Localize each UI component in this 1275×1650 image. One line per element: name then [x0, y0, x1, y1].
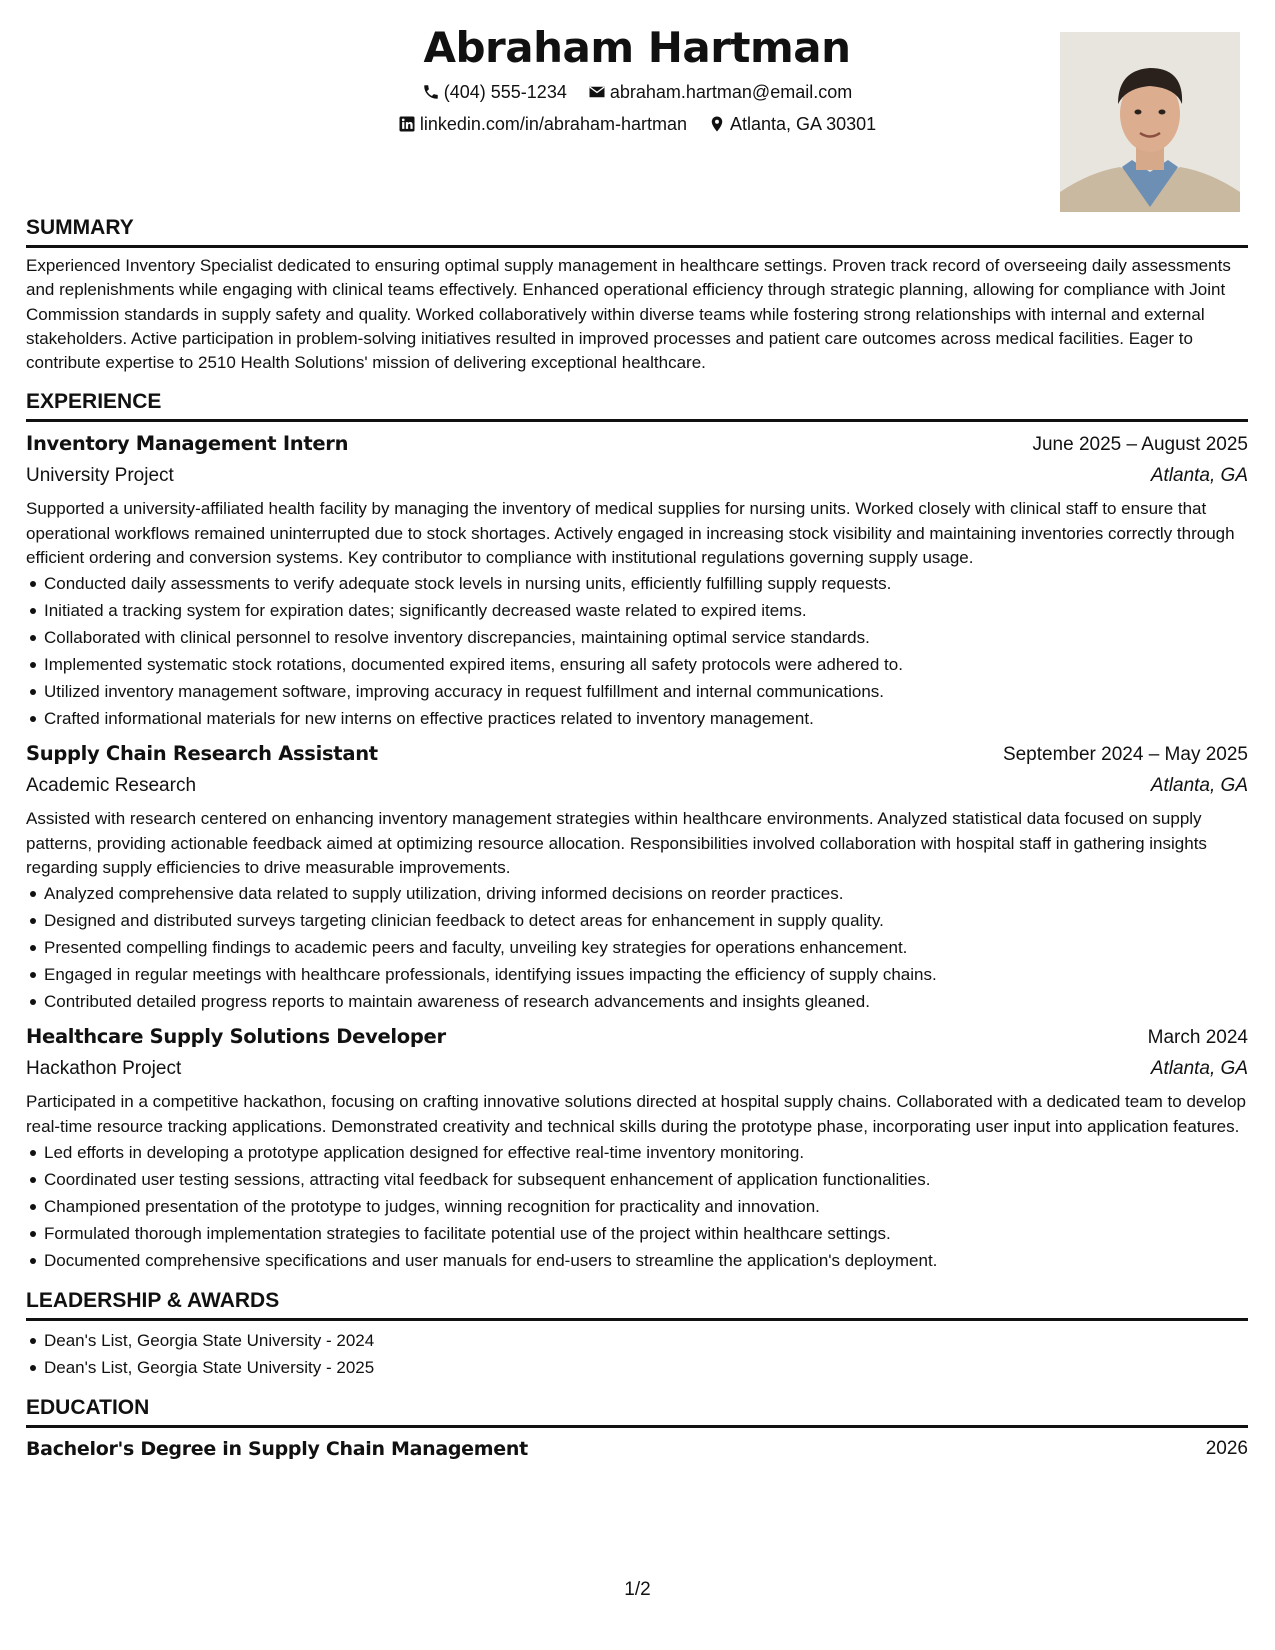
envelope-icon [588, 83, 606, 101]
contact-location [708, 112, 876, 136]
job-organization: Academic Research [26, 775, 197, 797]
phone-icon [422, 83, 440, 101]
job-location: Atlanta, GA [1150, 775, 1248, 797]
job-organization: University Project [26, 465, 174, 487]
job-dates: March 2024 [1147, 1027, 1248, 1049]
list-item: Formulated thorough implementation strategies to facilitate potential use of the project within healthcare settings. [26, 1220, 1248, 1247]
job-bullets [26, 570, 1248, 732]
list-item: Crafted informational materials for new interns on effective practices related to inventory management. [26, 705, 1248, 732]
list-item: Led efforts in developing a prototype application designed for effective real-time inventory monitoring. [26, 1139, 1248, 1166]
education-row [26, 1434, 1248, 1464]
linkedin-icon [398, 115, 416, 133]
list-item: Designed and distributed surveys targeting clinician feedback to detect areas for enhancement in supply quality. [26, 907, 1248, 934]
contact-phone [422, 80, 567, 104]
leadership-heading: LEADERSHIP & AWARDS [26, 1288, 1248, 1321]
job-description: Assisted with research centered on enhancing inventory management strategies within healthcare environments. Analyzed statistical data focused on supply patterns, providing actionable feedback aimed at optimizing resource allocation. Responsibilities involved collaboration with hospital staff in gathering insights regarding supply efficiencies to drive measurable improvements. [26, 809, 1207, 877]
job-bullets [26, 1139, 1248, 1274]
summary-text: Experienced Inventory Specialist dedicated to ensuring optimal supply management in healthcare settings. Proven track record of overseeing daily assessments and replenishments while engaging with clinical teams effectively. Enhanced operational efficiency through strategic planning, allowing for compliance with Joint Commission standards in supply safety and quality. Worked collaboratively within diverse teams while fostering strong relationships with internal and external stakeholders. Active participation in problem-solving initiatives resulted in improved processes and patient care outcomes across medical facilities. Eager to contribute expertise to 2510 Health Solutions' mission of delivering exceptional healthcare. [26, 256, 1231, 373]
list-item: Dean's List, Georgia State University - 2025 [26, 1354, 1248, 1381]
job-dates: June 2025 – August 2025 [1032, 434, 1248, 456]
page-number: 1/2 [624, 1579, 651, 1600]
list-item: Implemented systematic stock rotations, documented expired items, ensuring all safety protocols were adhered to. [26, 651, 1248, 678]
education-section [26, 1395, 1248, 1464]
list-item: Utilized inventory management software, improving accuracy in request fulfillment and internal communications. [26, 678, 1248, 705]
job-title: Healthcare Supply Solutions Developer [26, 1025, 446, 1049]
summary-section [26, 215, 1248, 375]
job-title-row [26, 1021, 1248, 1054]
degree-year: 2026 [1205, 1437, 1248, 1459]
job-description: Participated in a competitive hackathon, focusing on crafting innovative solutions directed at hospital supply chains. Collaborated with a dedicated team to develop real-time resource tracking applications. Demonstrated creativity and technical skills during the prototype phase, incorporating user input into application features. [26, 1092, 1247, 1136]
list-item: Initiated a tracking system for expiration dates; significantly decreased waste related to expired items. [26, 597, 1248, 624]
job-title: Inventory Management Intern [26, 432, 349, 456]
contact-email[interactable] [588, 80, 852, 104]
job-title-row [26, 428, 1248, 461]
summary-heading: SUMMARY [26, 215, 1248, 248]
candidate-name: Abraham Hartman [423, 23, 851, 72]
map-pin-icon [708, 115, 726, 133]
job-location: Atlanta, GA [1150, 465, 1248, 487]
list-item: Dean's List, Georgia State University - 2024 [26, 1327, 1248, 1354]
list-item: Engaged in regular meetings with healthcare professionals, identifying issues impacting the efficiency of supply chains. [26, 961, 1248, 988]
job-dates: September 2024 – May 2025 [1002, 744, 1248, 766]
profile-photo [1060, 32, 1240, 212]
list-item: Contributed detailed progress reports to maintain awareness of research advancements and insights gleaned. [26, 988, 1248, 1015]
job-title-row [26, 738, 1248, 771]
list-item: Championed presentation of the prototype to judges, winning recognition for practicality and innovation. [26, 1193, 1248, 1220]
list-item: Coordinated user testing sessions, attracting vital feedback for subsequent enhancement of application functionalities. [26, 1166, 1248, 1193]
job-org-row [26, 771, 1248, 801]
job-org-row [26, 1054, 1248, 1084]
location-text: Atlanta, GA 30301 [730, 114, 877, 134]
job-entry [26, 1021, 1248, 1274]
list-item: Presented compelling findings to academic peers and faculty, unveiling key strategies for operations enhancement. [26, 934, 1248, 961]
job-org-row [26, 461, 1248, 491]
resume-header [26, 0, 1248, 215]
contact-linkedin[interactable] [398, 112, 687, 136]
experience-heading: EXPERIENCE [26, 389, 1248, 422]
resume-page [26, 0, 1248, 1650]
job-entry [26, 738, 1248, 1015]
job-entry [26, 428, 1248, 732]
job-organization: Hackathon Project [26, 1058, 182, 1080]
leadership-section [26, 1288, 1248, 1381]
job-location: Atlanta, GA [1150, 1058, 1248, 1080]
leadership-list [26, 1327, 1248, 1381]
email-address[interactable]: abraham.hartman@email.com [609, 82, 853, 102]
list-item: Analyzed comprehensive data related to supply utilization, driving informed decisions on reorder practices. [26, 880, 1248, 907]
degree-name: Bachelor's Degree in Supply Chain Management [26, 1437, 528, 1460]
list-item: Conducted daily assessments to verify adequate stock levels in nursing units, efficiently fulfilling supply requests. [26, 570, 1248, 597]
job-description: Supported a university-affiliated health facility by managing the inventory of medical supplies for nursing units. Worked closely with clinical staff to ensure that operational workflows remained uninterrupted due to stock shortages. Actively engaged in increasing stock visibility and maintaining inventories correctly through efficient ordering and conversion systems. Key contributor to compliance with institutional regulations governing supply usage. [26, 499, 1235, 568]
list-item: Collaborated with clinical personnel to resolve inventory discrepancies, maintaining optimal service standards. [26, 624, 1248, 651]
job-title: Supply Chain Research Assistant [26, 742, 378, 766]
phone-number: (404) 555-1234 [443, 82, 567, 102]
profile-photo-illustration [1060, 32, 1240, 212]
job-bullets [26, 880, 1248, 1015]
education-heading: EDUCATION [26, 1395, 1248, 1428]
list-item: Documented comprehensive specifications and user manuals for end-users to streamline the application's deployment. [26, 1247, 1248, 1274]
linkedin-url[interactable]: linkedin.com/in/abraham-hartman [419, 114, 687, 134]
experience-section [26, 389, 1248, 1273]
